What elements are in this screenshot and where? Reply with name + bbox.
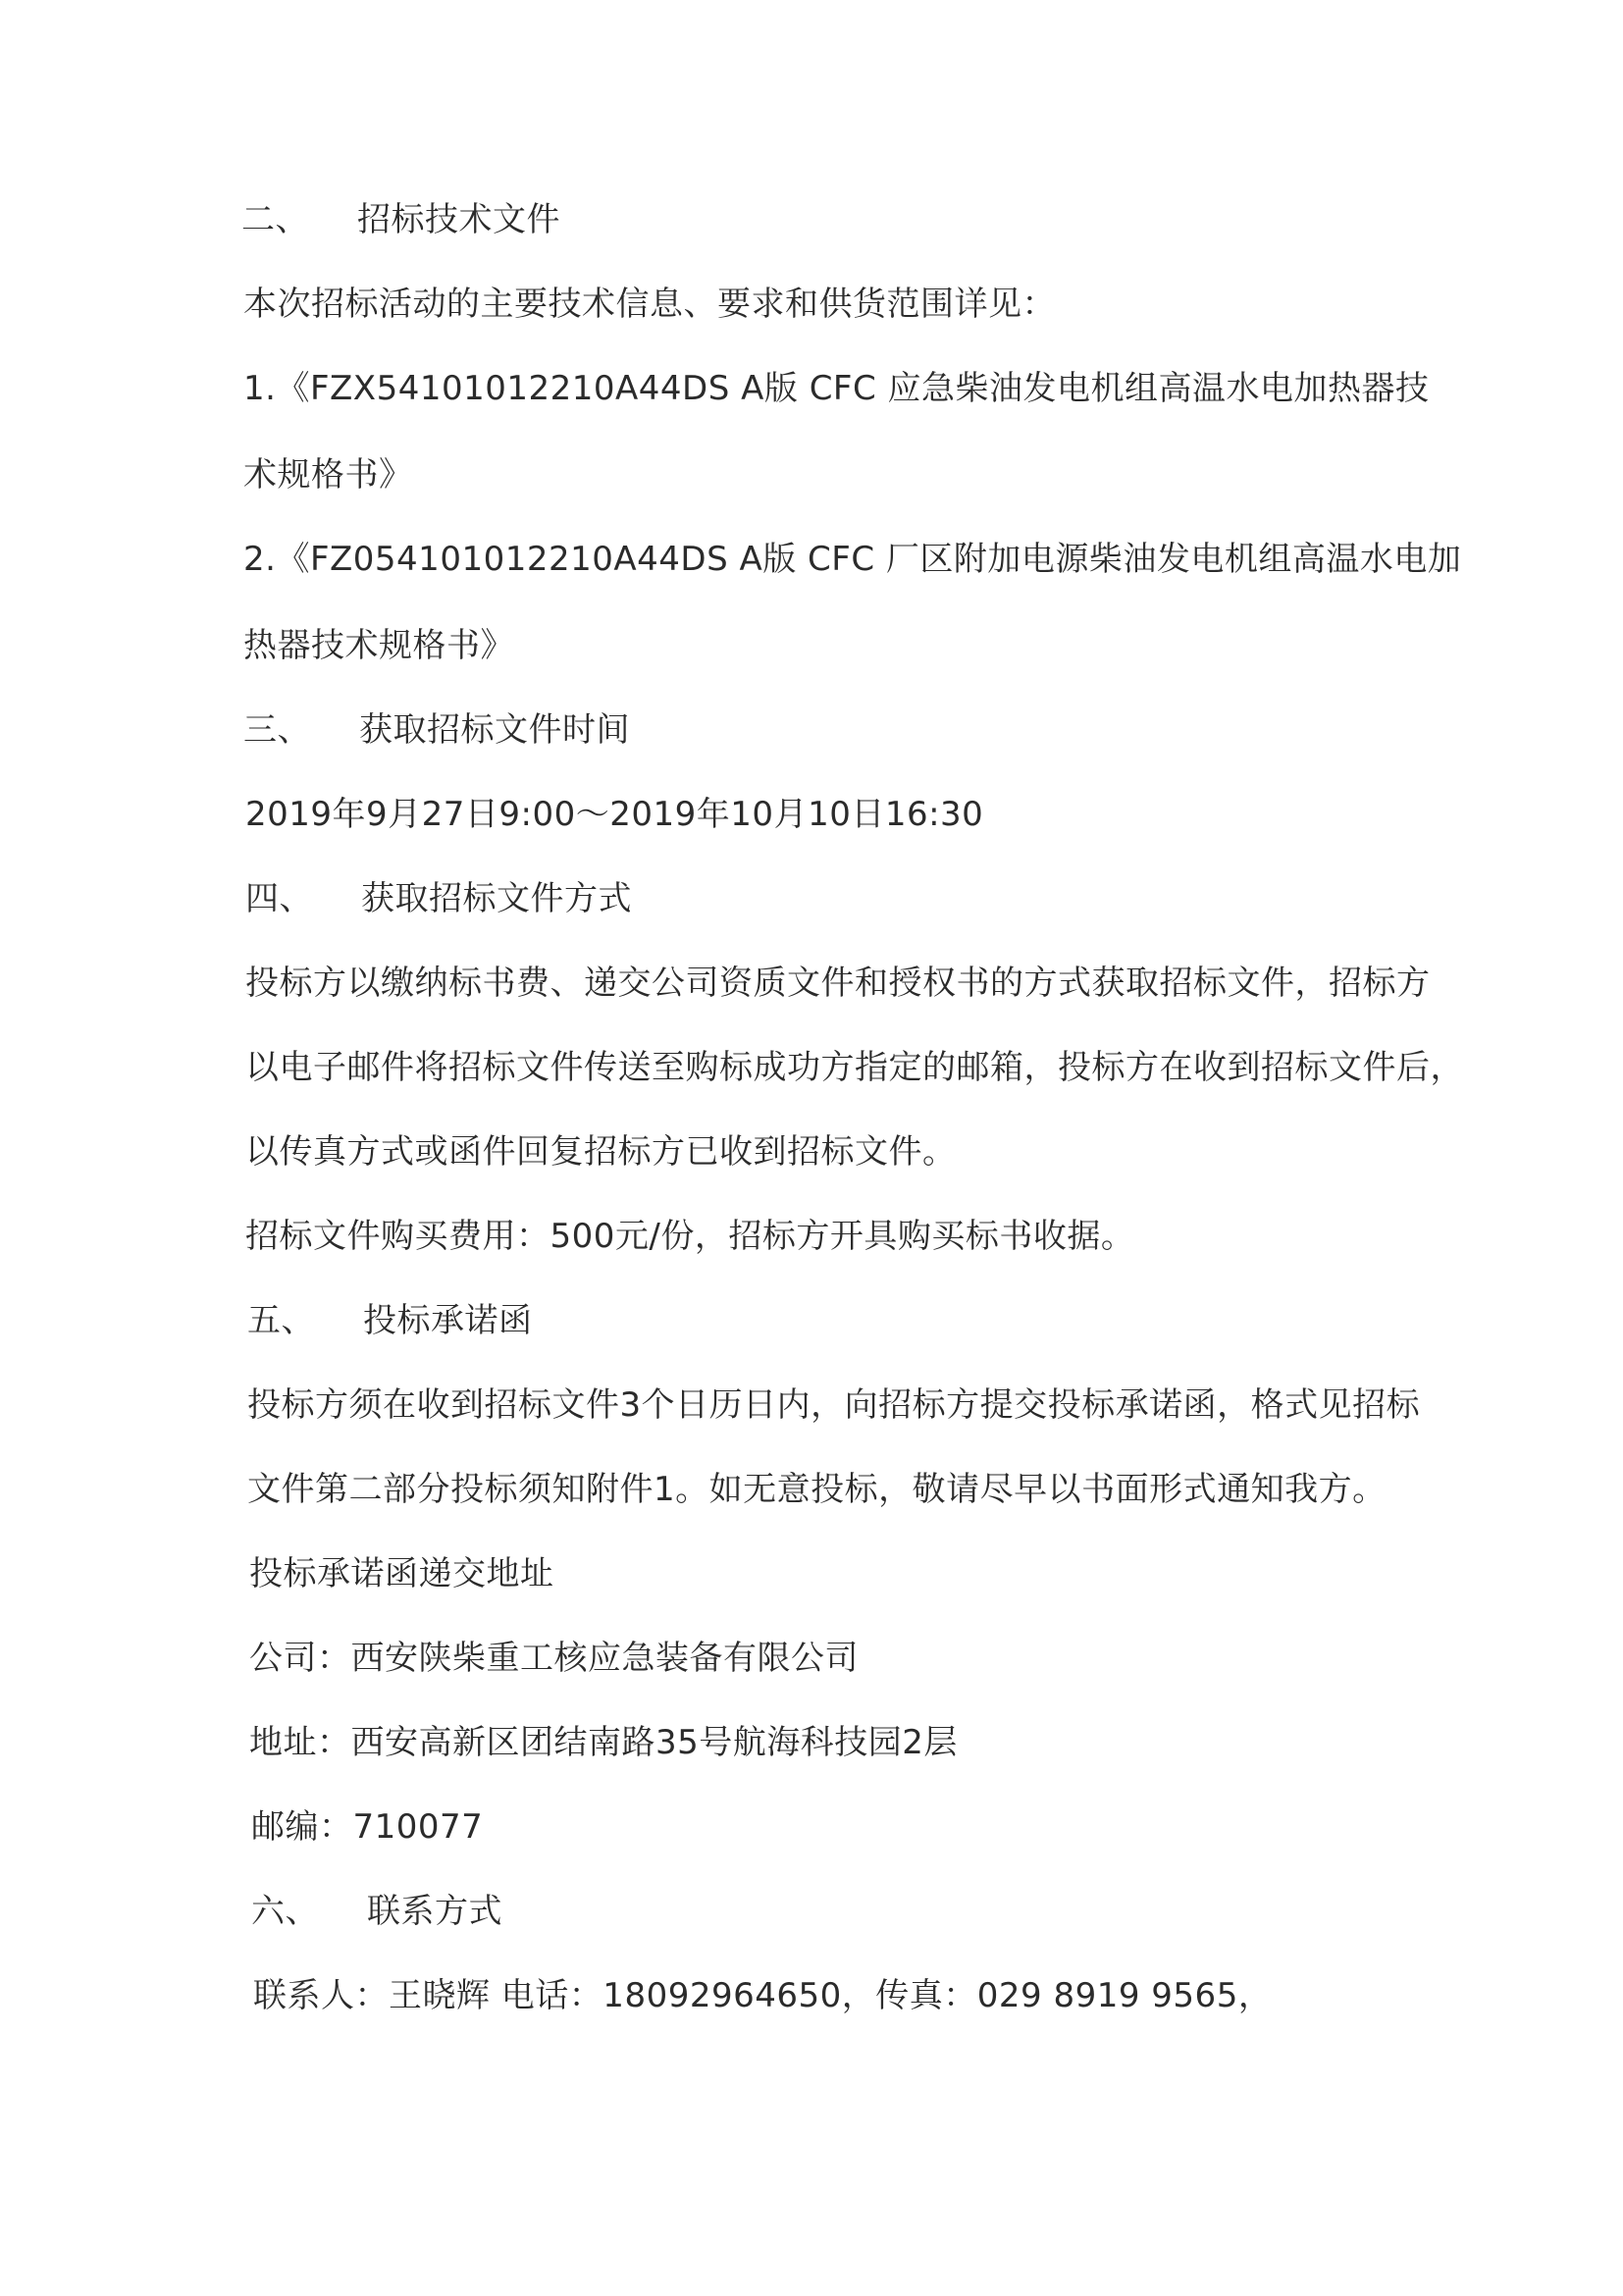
section-2-title: 招标技术文件 [357, 200, 560, 239]
section-4-title: 获取招标文件方式 [361, 879, 632, 918]
address-heading: 投标承诺函递交地址 [249, 1554, 554, 1593]
contact-line: 联系人：王晓辉 电话：18092964650，传真：029 8919 9565， [253, 1976, 1273, 2015]
section-6-title: 联系方式 [367, 1892, 502, 1931]
section-2-number: 二、 [241, 200, 309, 239]
address-line: 地址：西安高新区团结南路35号航海科技园2层 [249, 1723, 958, 1762]
section-5-heading [247, 1299, 533, 1342]
section-6-heading [251, 1890, 502, 1933]
spec-item-2-line-1: 2.《FZ054101012210A44DS A版 CFC 厂区附加电源柴油发电机组高温水电加 [243, 540, 1462, 579]
section-2-intro: 本次招标活动的主要技术信息、要求和供货范围详见： [243, 285, 1056, 324]
section-3-title: 获取招标文件时间 [359, 710, 630, 750]
section-5-para-line-1: 投标方须在收到招标文件3个日历日内，向招标方提交投标承诺函，格式见招标 [247, 1385, 1421, 1425]
section-4-number: 四、 [245, 879, 313, 918]
section-2-heading [241, 198, 560, 241]
section-5-title: 投标承诺函 [363, 1301, 533, 1340]
spec-item-1-line-1: 1.《FZX54101012210A44DS A版 CFC 应急柴油发电机组高温水电加热器技 [243, 369, 1430, 408]
section-3-number: 三、 [243, 710, 311, 750]
spec-item-1-line-2: 术规格书》 [243, 455, 413, 495]
section-4-para-line-1: 投标方以缴纳标书费、递交公司资质文件和授权书的方式获取招标文件，招标方 [245, 964, 1431, 1003]
company-line: 公司：西安陕柴重工核应急装备有限公司 [249, 1639, 859, 1678]
section-5-para-line-2: 文件第二部分投标须知附件1。如无意投标，敬请尽早以书面形式通知我方。 [247, 1470, 1387, 1509]
purchase-fee: 招标文件购买费用：500元/份，招标方开具购买标书收据。 [245, 1217, 1135, 1256]
section-4-para-line-2: 以电子邮件将招标文件传送至购标成功方指定的邮箱，投标方在收到招标文件后， [245, 1048, 1464, 1087]
tender-period: 2019年9月27日9:00～2019年10月10日16:30 [245, 795, 984, 834]
section-5-number: 五、 [247, 1301, 315, 1340]
postcode-line: 邮编：710077 [251, 1807, 484, 1847]
section-6-number: 六、 [251, 1892, 319, 1931]
section-4-para-line-3: 以传真方式或函件回复招标方已收到招标文件。 [245, 1132, 957, 1172]
spec-item-2-line-2: 热器技术规格书》 [243, 626, 514, 665]
section-3-heading [243, 708, 630, 752]
section-4-heading [245, 877, 632, 920]
